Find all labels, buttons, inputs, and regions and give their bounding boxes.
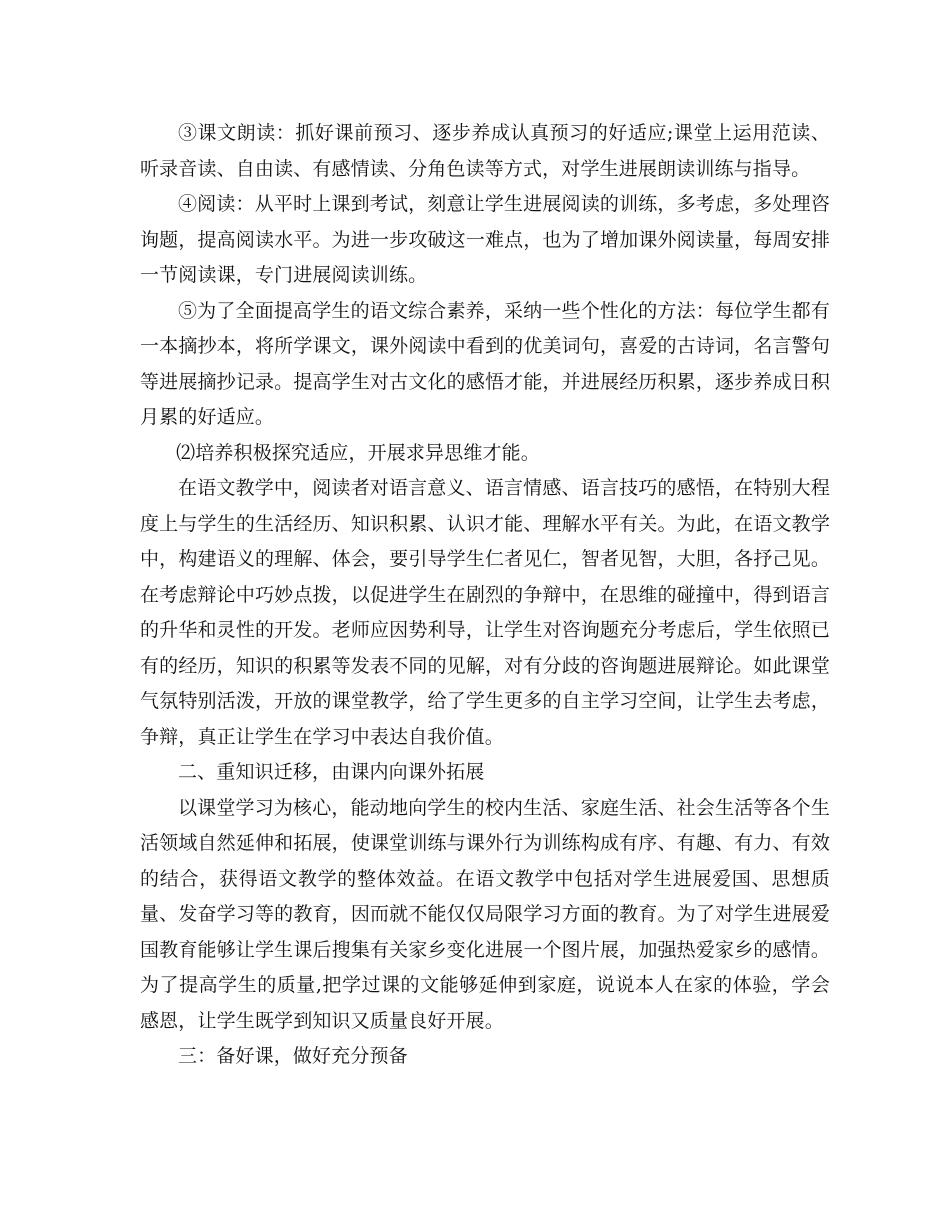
paragraph-reading: ④阅读：从平时上课到考试，刻意让学生进展阅读的训练，多考虑，多处理咨询题，提高阅读水平。为进一步攻破这一难点，也为了增加课外阅读量，每周安排一节阅读课，专门进展阅读训练。 [140,193,830,286]
heading-lesson-preparation: 三：备好课，做好充分预备 [178,1045,408,1067]
paragraph-reading-aloud: ③课文朗读：抓好课前预习、逐步养成认真预习的好适应;课堂上运用范读、听录音读、自由读、有感情读、分角色读等方式，对学生进展朗读训练与指导。 [140,122,830,180]
document-body [140,116,830,1075]
heading-knowledge-transfer: 二、重知识迁移，由课内向课外拓展 [178,761,485,783]
paragraph-language-teaching: 在语文教学中，阅读者对语言意义、语言情感、语言技巧的感悟，在特别大程度上与学生的生活经历、知识积累、认识才能、理解水平有关。为此，在语文教学中，构建语义的理解、体会，要引导学生仁者见仁，智者见智，大胆，各抒己见。在考虑辩论中巧妙点拨，以促进学生在剧烈的争辩中，在思维的碰撞中，得到语言的升华和灵性的开发。老师应因势利导，让学生对咨询题充分考虑后，学生依照已有的经历，知识的积累等发表不同的见解，对有分歧的咨询题进展辩论。如此课堂气氛特别活泼，开放的课堂教学，给了学生更多的自主学习空间，让学生去考虑，争辩，真正让学生在学习中表达自我价值。 [140,477,830,748]
paragraph-literacy: ⑤为了全面提高学生的语文综合素养，采纳一些个性化的方法：每位学生都有一本摘抄本，将所学课文，课外阅读中看到的优美词句，喜爱的古诗词，名言警句等进展摘抄记录。提高学生对古文化的感悟才能，并进展经历积累，逐步养成日积月累的好适应。 [140,299,830,428]
subheading-inquiry: ⑵培养积极探究适应，开展求异思维才能。 [176,441,540,464]
paragraph-extension: 以课堂学习为核心，能动地向学生的校内生活、家庭生活、社会生活等各个生活领域自然延伸和拓展，使课堂训练与课外行为训练构成有序、有趣、有力、有效的结合，获得语文教学的整体效益。在语文教学中包括对学生进展爱国、思想质量、发奋学习等的教育，因而就不能仅仅局限学习方面的教育。为了对学生进展爱国教育能够让学生课后搜集有关家乡变化进展一个图片展，加强热爱家乡的感情。为了提高学生的质量,把学过课的文能够延伸到家庭，说说本人在家的体验，学会感恩，让学生既学到知识又质量良好开展。 [140,796,830,1032]
